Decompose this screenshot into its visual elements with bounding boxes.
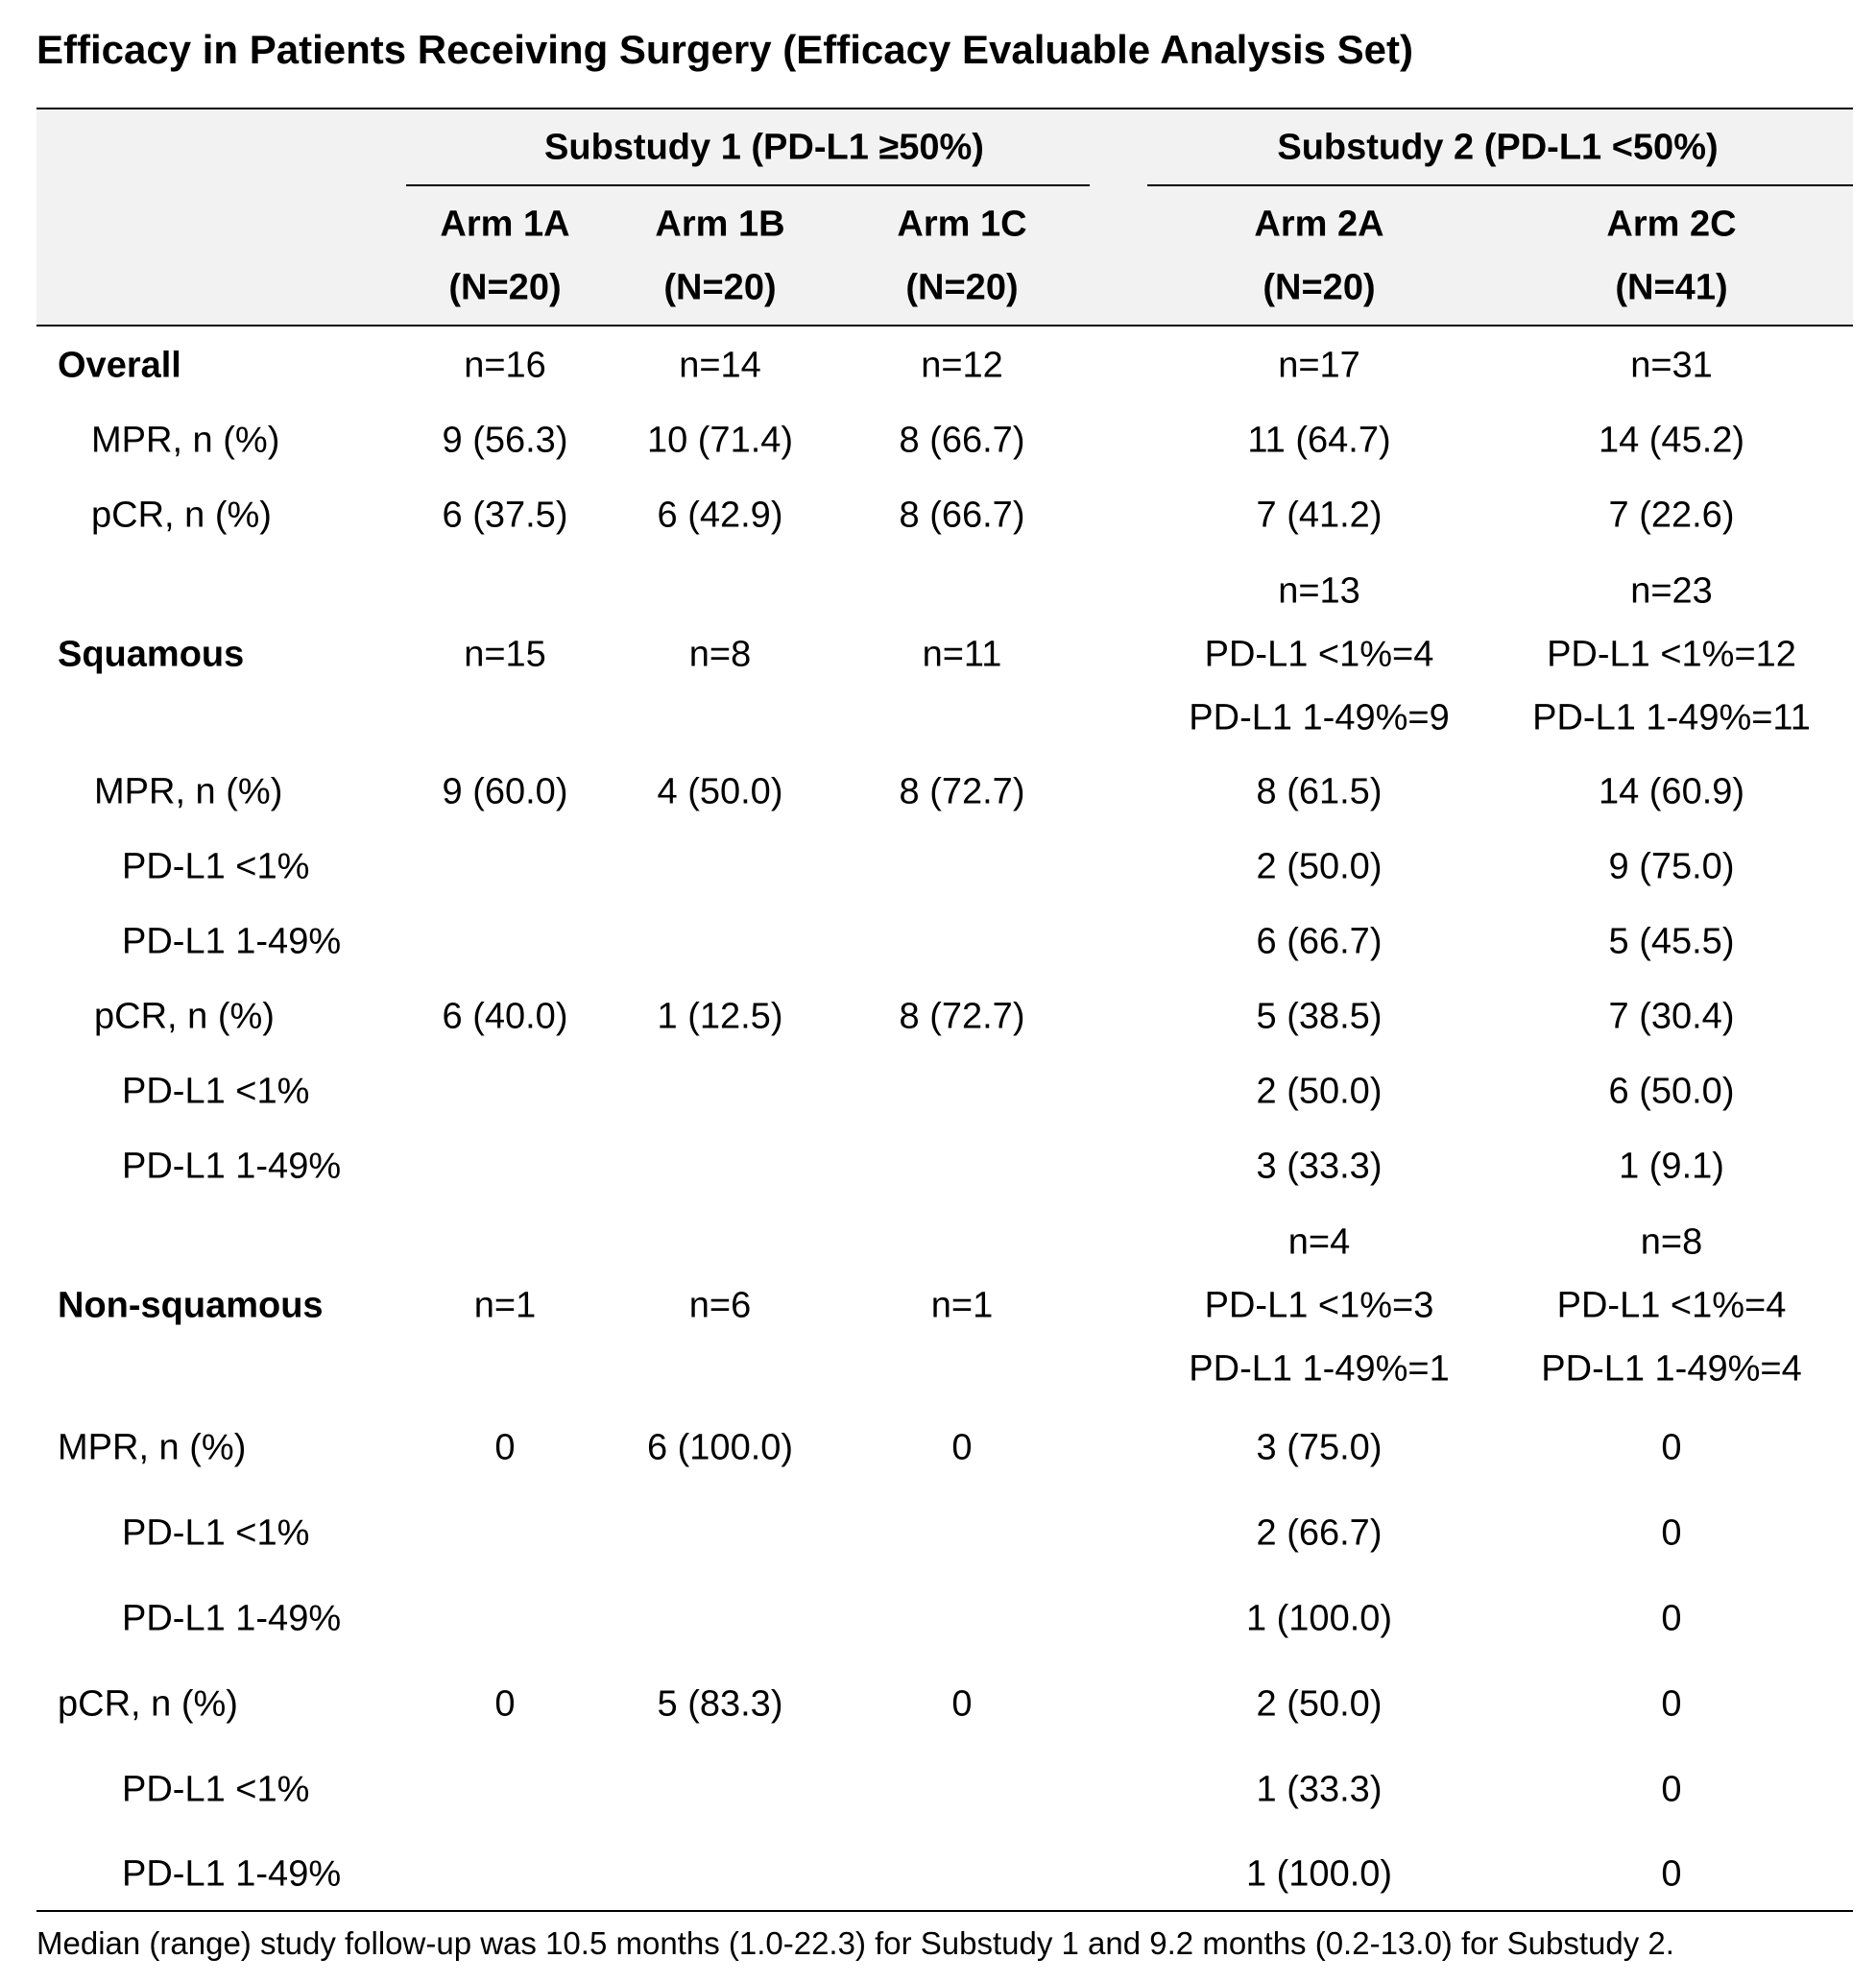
arm-2c-cell: 0 <box>1661 1512 1682 1554</box>
arm-2a-cell: 2 (50.0) <box>1256 1071 1383 1112</box>
arm-2c-cell: 0 <box>1661 1427 1682 1468</box>
row-label: Overall <box>58 345 181 386</box>
arm-2a-cell: 2 (50.0) <box>1256 1683 1383 1725</box>
arm-2a-cell: 8 (61.5) <box>1256 771 1383 812</box>
arm-2a-cell: PD-L1 1-49%=9 <box>1189 697 1450 738</box>
arm-1c-name: Arm 1C <box>897 204 1027 245</box>
arm-2c-cell: 5 (45.5) <box>1608 921 1735 962</box>
substudy2-underline <box>1147 184 1853 186</box>
row-label: PD-L1 <1% <box>122 1769 310 1810</box>
footnote: Median (range) study follow-up was 10.5 months (1.0-22.3) for Substudy 1 and 9.2 months (0.2-13.0) for Substudy 2. <box>36 1925 1674 1961</box>
row-label: MPR, n (%) <box>94 771 283 812</box>
arm-1c-cell: 8 (66.7) <box>899 495 1025 536</box>
arm-2c-cell: PD-L1 <1%=12 <box>1547 634 1796 675</box>
arm-1b-cell: n=6 <box>688 1285 752 1326</box>
group-header-substudy1: Substudy 1 (PD-L1 ≥50%) <box>544 127 984 168</box>
arm-2c-cell: 7 (22.6) <box>1608 495 1735 536</box>
bottom-rule <box>36 1910 1853 1912</box>
row-label: pCR, n (%) <box>91 495 272 536</box>
header-rule <box>36 325 1853 326</box>
arm-2a-cell: n=4 <box>1287 1221 1351 1263</box>
arm-2c-name: Arm 2C <box>1606 204 1737 245</box>
arm-2c-cell: n=8 <box>1640 1221 1703 1263</box>
arm-2a-cell: 7 (41.2) <box>1256 495 1383 536</box>
arm-1b-name: Arm 1B <box>655 204 785 245</box>
arm-1a-n: (N=20) <box>448 267 562 308</box>
table-title: Efficacy in Patients Receiving Surgery (Efficacy Evaluable Analysis Set) <box>36 27 1414 72</box>
arm-1c-cell: 0 <box>951 1427 973 1468</box>
arm-1b-cell: 4 (50.0) <box>657 771 783 812</box>
arm-2a-cell: 1 (100.0) <box>1245 1598 1393 1639</box>
arm-2c-cell: PD-L1 1-49%=11 <box>1532 697 1811 738</box>
arm-2c-cell: 14 (60.9) <box>1598 771 1745 812</box>
arm-2a-cell: 1 (33.3) <box>1256 1769 1383 1810</box>
row-label: PD-L1 1-49% <box>122 921 342 962</box>
arm-1a-cell: 0 <box>494 1427 516 1468</box>
arm-1b-cell: n=14 <box>679 345 761 386</box>
arm-1c-cell: n=1 <box>930 1285 994 1326</box>
arm-1a-cell: 6 (40.0) <box>442 996 568 1037</box>
arm-1b-cell: 5 (83.3) <box>657 1683 783 1725</box>
arm-2c-cell: 7 (30.4) <box>1608 996 1735 1037</box>
arm-1c-cell: 8 (66.7) <box>899 420 1025 461</box>
arm-1a-cell: n=15 <box>464 634 546 675</box>
row-label: pCR, n (%) <box>58 1683 238 1725</box>
arm-1a-cell: n=1 <box>473 1285 537 1326</box>
arm-1a-cell: 0 <box>494 1683 516 1725</box>
arm-2a-cell: 2 (50.0) <box>1256 846 1383 887</box>
row-label: PD-L1 <1% <box>122 846 310 887</box>
row-label: PD-L1 <1% <box>122 1512 310 1554</box>
arm-2c-cell: 0 <box>1661 1769 1682 1810</box>
row-label: Squamous <box>58 634 245 675</box>
arm-1b-cell: n=8 <box>688 634 752 675</box>
arm-2a-cell: PD-L1 <1%=3 <box>1204 1285 1434 1326</box>
arm-2a-cell: PD-L1 <1%=4 <box>1204 634 1434 675</box>
arm-2a-cell: n=13 <box>1278 570 1360 612</box>
arm-2c-cell: 9 (75.0) <box>1608 846 1735 887</box>
arm-2c-cell: n=31 <box>1630 345 1713 386</box>
arm-2c-cell: n=23 <box>1630 570 1713 612</box>
arm-1c-cell: n=11 <box>922 634 1002 675</box>
arm-2c-cell: 0 <box>1661 1853 1682 1895</box>
arm-1b-n: (N=20) <box>663 267 777 308</box>
arm-2c-n: (N=41) <box>1615 267 1728 308</box>
arm-2c-cell: 1 (9.1) <box>1619 1146 1724 1187</box>
group-header-substudy2: Substudy 2 (PD-L1 <50%) <box>1277 127 1719 168</box>
row-label: MPR, n (%) <box>91 420 280 461</box>
row-label: Non-squamous <box>58 1285 324 1326</box>
arm-2c-cell: 6 (50.0) <box>1608 1071 1735 1112</box>
arm-1c-cell: n=12 <box>921 345 1003 386</box>
arm-2c-cell: 0 <box>1661 1683 1682 1725</box>
arm-1b-cell: 1 (12.5) <box>657 996 783 1037</box>
arm-1c-cell: 0 <box>951 1683 973 1725</box>
arm-2a-cell: 2 (66.7) <box>1256 1512 1383 1554</box>
arm-1a-cell: n=16 <box>464 345 546 386</box>
arm-1b-cell: 6 (100.0) <box>646 1427 794 1468</box>
row-label: MPR, n (%) <box>58 1427 247 1468</box>
row-label: PD-L1 1-49% <box>122 1853 342 1895</box>
arm-2c-cell: 0 <box>1661 1598 1682 1639</box>
arm-1a-cell: 9 (60.0) <box>442 771 568 812</box>
row-label: PD-L1 <1% <box>122 1071 310 1112</box>
row-label: pCR, n (%) <box>94 996 275 1037</box>
arm-1a-name: Arm 1A <box>440 204 570 245</box>
arm-1c-cell: 8 (72.7) <box>899 996 1025 1037</box>
arm-1c-n: (N=20) <box>905 267 1019 308</box>
arm-2a-n: (N=20) <box>1263 267 1376 308</box>
arm-2a-cell: 3 (75.0) <box>1256 1427 1383 1468</box>
row-label: PD-L1 1-49% <box>122 1146 342 1187</box>
arm-2a-name: Arm 2A <box>1254 204 1384 245</box>
arm-2a-cell: 6 (66.7) <box>1256 921 1383 962</box>
arm-1a-cell: 6 (37.5) <box>442 495 568 536</box>
arm-2a-cell: 1 (100.0) <box>1245 1853 1393 1895</box>
top-rule <box>36 108 1853 109</box>
arm-2a-cell: PD-L1 1-49%=1 <box>1189 1348 1450 1390</box>
arm-2c-cell: PD-L1 1-49%=4 <box>1541 1348 1802 1390</box>
arm-1c-cell: 8 (72.7) <box>899 771 1025 812</box>
arm-1b-cell: 10 (71.4) <box>646 420 794 461</box>
arm-2a-cell: 3 (33.3) <box>1256 1146 1383 1187</box>
arm-2a-cell: n=17 <box>1278 345 1360 386</box>
arm-2c-cell: 14 (45.2) <box>1598 420 1745 461</box>
row-label: PD-L1 1-49% <box>122 1598 342 1639</box>
arm-1b-cell: 6 (42.9) <box>657 495 783 536</box>
substudy1-underline <box>406 184 1090 186</box>
arm-2a-cell: 11 (64.7) <box>1247 420 1391 461</box>
arm-2c-cell: PD-L1 <1%=4 <box>1556 1285 1787 1326</box>
arm-1a-cell: 9 (56.3) <box>442 420 568 461</box>
arm-2a-cell: 5 (38.5) <box>1256 996 1383 1037</box>
